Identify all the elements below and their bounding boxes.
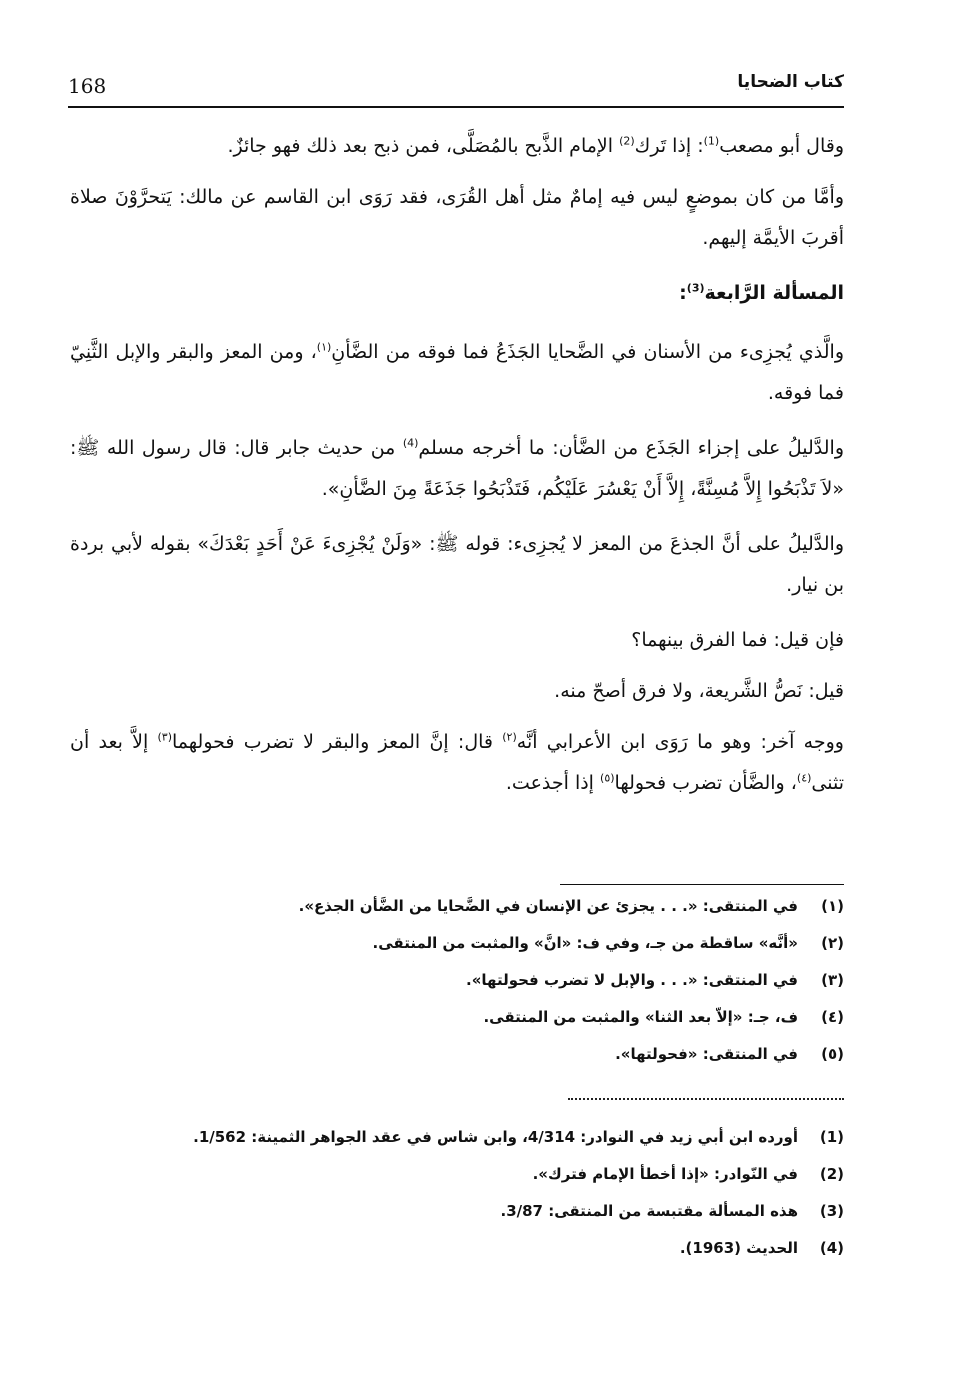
paragraph-5: والدَّليلُ على أنَّ الجذعَ من المعز لا يُجزِىء: قوله ﷺ: «وَلَنْ يُجْزِىءَ عَنْ أَحَدٍ بَعْدَكَ» بقوله لأبي بردة بن نيار. bbox=[70, 533, 844, 596]
paragraph-7: قيل: نَصُّ الشَّريعة، ولا فرق أصحّ منه. bbox=[554, 680, 844, 702]
page-header bbox=[68, 72, 844, 108]
footnote-item: (١) في المنتقى: «. . . يجزئ عن الإنسان في الضَّحايا من الضَّأن الجذع». bbox=[298, 897, 844, 915]
paragraph-6: فإن قيل: فما الفرق بينهما؟ bbox=[631, 629, 844, 651]
paragraph-4: والدَّليلُ على إجزاء الجَذَع من الضَّأن: ما أخرجه مسلم$^{(4)}$ من حديث جابر قال: قال رسول الله ﷺ: «لاَ تَذْبَحُوا إِلاَّ مُسِنَّةً، إِلاَّ أَنْ يَعْسُرَ عَلَيْكُم، فَتَذْبَحُوا جَذَعَةً مِنَ الضَّأنِ». bbox=[70, 436, 844, 500]
footnote-dotted-divider bbox=[568, 1098, 844, 1100]
edition-footnotes bbox=[120, 897, 844, 1082]
running-title: كتاب الضحايا bbox=[737, 72, 844, 92]
paragraph-2: وأمَّا من كان بموضعٍ ليس فيه إمامٌ مثل أهل القُرَى، فقد رَوَى ابن القاسم عن مالك: يَتحرَّوْنَ صلاة أقربَ الأيمَّة إليهم. bbox=[70, 186, 844, 249]
footnote-item: (٥) في المنتقى: «فحولتها». bbox=[615, 1045, 844, 1063]
footnote-item: (4) الحديث (1963). bbox=[679, 1239, 844, 1257]
footnote-item: (3) هذه المسألة مقتبسة من المنتقى: 3/87. bbox=[500, 1202, 844, 1220]
footnote-item: (٢) «أنَّه» ساقطة من جـ، وفي ف: «انَّ» والمثبت من المنتقى. bbox=[372, 934, 844, 952]
paragraph-3: والَّذي يُجزِىء من الأسنان في الضَّحايا الجَذَعُ فما فوقه من الضَّأنِ$^{(١)}$، ومن المعز والبقر والإبل الثَّنِيّ فما فوقه. bbox=[70, 340, 844, 404]
footnote-ref: (٢) bbox=[502, 730, 517, 744]
footnote-ref: (2) bbox=[619, 134, 635, 148]
footnote-item: (٤) ف، جـ: «إلاّ بعد الثنا» والمثبت من المنتقى. bbox=[483, 1008, 844, 1026]
footnote-ref: (1) bbox=[703, 134, 720, 148]
footnote-ref: (٣) bbox=[157, 730, 173, 744]
footnote-divider bbox=[560, 884, 844, 885]
main-text bbox=[70, 126, 844, 818]
footnote-ref: (٥) bbox=[600, 771, 615, 785]
source-footnotes bbox=[120, 1128, 844, 1276]
footnote-ref: (١) bbox=[316, 340, 332, 354]
paragraph-8: ووجه آخر: وهو ما رَوَى ابن الأعرابي أنَّه$^{(٢)}$ قال: إنَّ المعز والبقر لا تضرب فحولهما$^{(٣)}$ إلاَّ بعد أن تثنى$^{(٤)}$، والضَّأن تضرب فحولها$^{(٥)}$ إذا أجذعت. bbox=[70, 730, 844, 794]
footnote-ref: (3) bbox=[686, 281, 705, 295]
page-number: 168 bbox=[68, 74, 107, 98]
footnote-ref: (٤) bbox=[796, 771, 812, 785]
footnote-item: (٣) في المنتقى: «. . . والإبل لا تضرب فحولتها». bbox=[466, 971, 844, 989]
footnote-item: (2) في النّوادر: «إذا أخطأ الإمام فترك». bbox=[532, 1165, 844, 1183]
paragraph-1: وقال أبو مصعب$^{(1)}$: إذا تَرك$^{(2)}$ الإمام الذَّبح بالمُصَلَّى، فمن ذبح بعد ذلك فهو جائزٌ. bbox=[227, 134, 844, 157]
footnote-item: (1) أورده ابن أبي زيد في النوادر: 4/314، وابن شاس في عقد الجواهر الثمينة: 1/562. bbox=[193, 1128, 844, 1146]
section-heading: المسألة الرَّابعة$^{(3)}$: bbox=[679, 281, 844, 304]
footnote-ref: (4) bbox=[402, 436, 419, 450]
